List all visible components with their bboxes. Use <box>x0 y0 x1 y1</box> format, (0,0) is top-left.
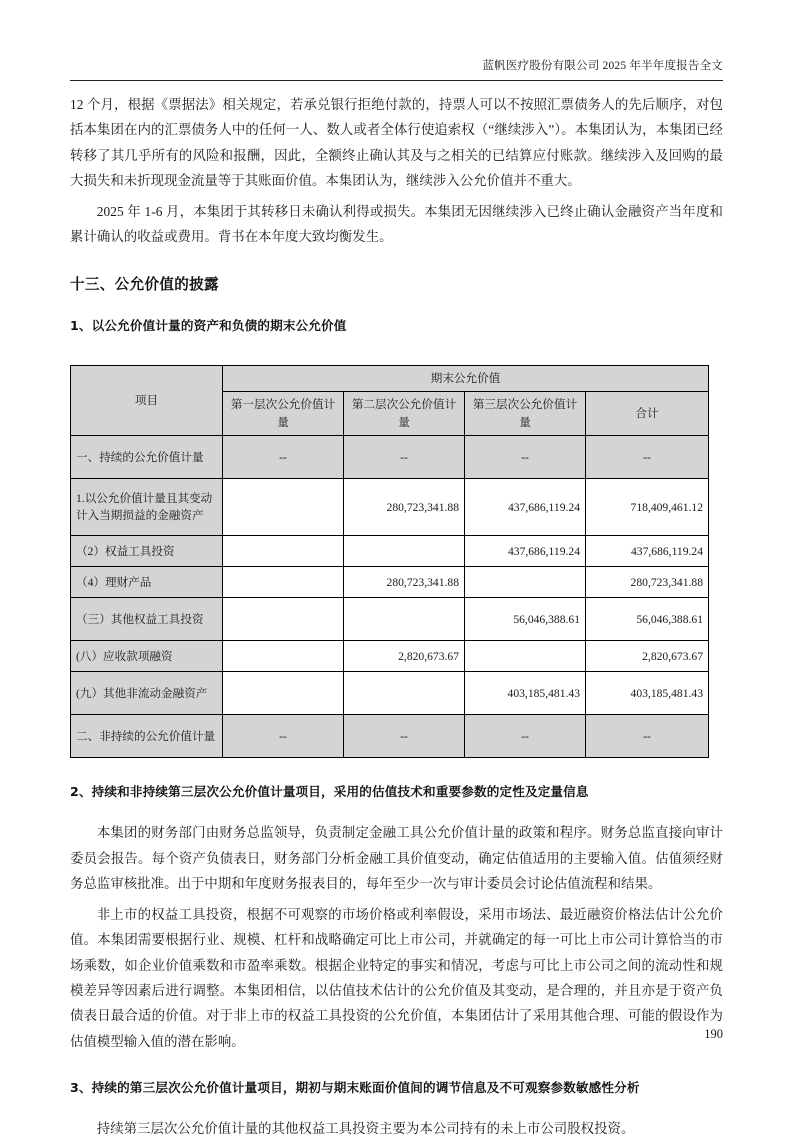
table-cell-level1 <box>223 536 344 567</box>
table-cell-level2 <box>344 598 465 641</box>
paragraph-continuation: 12 个月，根据《票据法》相关规定，若承兑银行拒绝付款的，持票人可以不按照汇票债务人的先后顺序，对包括本集团在内的汇票债务人中的任何一人、数人或者全体行使追索权（“继续涉入”）。本集团认为，本集团已经转移了其几乎所有的风险和报酬，因此，全额终止确认其及与之相关的已结算应付账款。继续涉入及回购的最大损失和未折现现金流量等于其账面价值。本集团认为，继续涉入公允价值并不重大。 <box>70 97 723 188</box>
table-row <box>71 567 709 598</box>
table-col-header-item: 项目 <box>71 365 223 436</box>
table-cell-level2: 280,723,341.88 <box>344 567 465 598</box>
table-cell-level2: -- <box>344 436 465 479</box>
table-cell-total: 437,686,119.24 <box>586 536 709 567</box>
spacer <box>70 1100 723 1116</box>
table-row <box>71 715 709 758</box>
sub-heading-2: 2、持续和非持续第三层次公允价值计量项目，采用的估值技术和重要参数的定性及定量信息 <box>70 784 589 800</box>
table-cell-total: -- <box>586 436 709 479</box>
paragraph-3-1: 持续第三层次公允价值计量的其他权益工具投资主要为本公司持有的未上市公司股权投资。 <box>96 1120 635 1136</box>
table-row <box>71 641 709 672</box>
table-cell-level1: -- <box>223 436 344 479</box>
table-row <box>71 672 709 715</box>
table-cell-level1 <box>223 641 344 672</box>
table-col-header-total: 合计 <box>586 392 709 436</box>
spacer <box>70 1054 723 1076</box>
table-cell-total: 56,046,388.61 <box>586 598 709 641</box>
table-head <box>71 365 709 436</box>
table-cell-item: 二、非持续的公允价值计量 <box>71 715 223 758</box>
table-cell-level3 <box>465 567 586 598</box>
table-cell-total: 2,820,673.67 <box>586 641 709 672</box>
table-cell-level3: 437,686,119.24 <box>465 536 586 567</box>
table-cell-level1 <box>223 479 344 536</box>
table-cell-level2: -- <box>344 715 465 758</box>
table-cell-level1: -- <box>223 715 344 758</box>
table-cell-total: -- <box>586 715 709 758</box>
table-cell-level2 <box>344 536 465 567</box>
table-col-header-level2: 第二层次公允价值计量 <box>344 392 465 436</box>
table-row <box>71 436 709 479</box>
header-rule <box>70 80 723 81</box>
running-header: 蓝帆医疗股份有限公司 2025 年半年度报告全文 <box>482 60 723 72</box>
table-cell-item: 1.以公允价值计量且其变动计入当期损益的金融资产 <box>71 479 223 536</box>
page-content <box>70 92 723 1141</box>
spacer <box>70 338 723 360</box>
table-header-row-group <box>71 365 709 392</box>
table-cell-level3: -- <box>465 715 586 758</box>
table-col-header-level1: 第一层次公允价值计量 <box>223 392 344 436</box>
table-cell-level3: -- <box>465 436 586 479</box>
spacer <box>70 250 723 272</box>
page-number: 190 <box>704 1027 723 1041</box>
spacer <box>70 804 723 820</box>
sub-heading-1: 1、以公允价值计量的资产和负债的期末公允价值 <box>70 317 347 333</box>
paragraph-2-2: 非上市的权益工具投资，根据不可观察的市场价格或利率假设，采用市场法、最近融资价格法估计公允价值。本集团需要根据行业、规模、杠杆和战略确定可比上市公司，并就确定的每一可比上市公司计算恰当的市场乘数，如企业价值乘数和市盈率乘数。根据企业特定的事实和情况，考虑与可比上市公司之间的流动性和规模差异等因素后进行调整。本集团相信，以估值技术估计的公允价值及其变动，是合理的，并且亦是于资产负债表日最合适的价值。对于非上市的权益工具投资的公允价值，本集团估计了采用其他合理、可能的假设作为估值模型输入值的潜在影响。 <box>70 907 723 1049</box>
table-row <box>71 536 709 567</box>
section-heading-13: 十三、公允价值的披露 <box>70 275 219 293</box>
paragraph-transfer: 2025 年 1-6 月，本集团于其转移日未确认利得或损失。本集团无因继续涉入已终止确认金融资产当年度和累计确认的收益或费用。背书在本年度大致均衡发生。 <box>70 204 723 245</box>
table-col-header-group: 期末公允价值 <box>223 365 709 392</box>
table-cell-level2: 2,820,673.67 <box>344 641 465 672</box>
table-body <box>71 436 709 758</box>
spacer <box>70 758 723 780</box>
table-cell-level1 <box>223 672 344 715</box>
table-cell-level3 <box>465 641 586 672</box>
table-cell-total: 280,723,341.88 <box>586 567 709 598</box>
fair-value-table <box>70 365 709 759</box>
table-cell-level3: 403,185,481.43 <box>465 672 586 715</box>
table-col-header-level3: 第三层次公允价值计量 <box>465 392 586 436</box>
table-cell-item: (九）其他非流动金融资产 <box>71 672 223 715</box>
table-cell-item: （三）其他权益工具投资 <box>71 598 223 641</box>
table-cell-level1 <box>223 598 344 641</box>
table-cell-total: 718,409,461.12 <box>586 479 709 536</box>
table-cell-item: (八）应收款项融资 <box>71 641 223 672</box>
spacer <box>70 298 723 314</box>
table-row <box>71 479 709 536</box>
table-cell-level3: 437,686,119.24 <box>465 479 586 536</box>
table-cell-level1 <box>223 567 344 598</box>
table-cell-level2 <box>344 672 465 715</box>
table-cell-total: 403,185,481.43 <box>586 672 709 715</box>
table-row <box>71 598 709 641</box>
paragraph-2-1: 本集团的财务部门由财务总监领导，负责制定金融工具公允价值计量的政策和程序。财务总监直接向审计委员会报告。每个资产负债表日，财务部门分析金融工具价值变动，确定估值适用的主要输入值。估值须经财务总监审核批准。出于中期和年度财务报表目的，每年至少一次与审计委员会讨论估值流程和结果。 <box>70 825 723 891</box>
table-cell-item: （2）权益工具投资 <box>71 536 223 567</box>
table-cell-level3: 56,046,388.61 <box>465 598 586 641</box>
table-cell-item: 一、持续的公允价值计量 <box>71 436 223 479</box>
sub-heading-3: 3、持续的第三层次公允价值计量项目，期初与期末账面价值间的调节信息及不可观察参数敏感性分析 <box>70 1079 640 1095</box>
table-cell-item: （4）理财产品 <box>71 567 223 598</box>
table-cell-level2: 280,723,341.88 <box>344 479 465 536</box>
